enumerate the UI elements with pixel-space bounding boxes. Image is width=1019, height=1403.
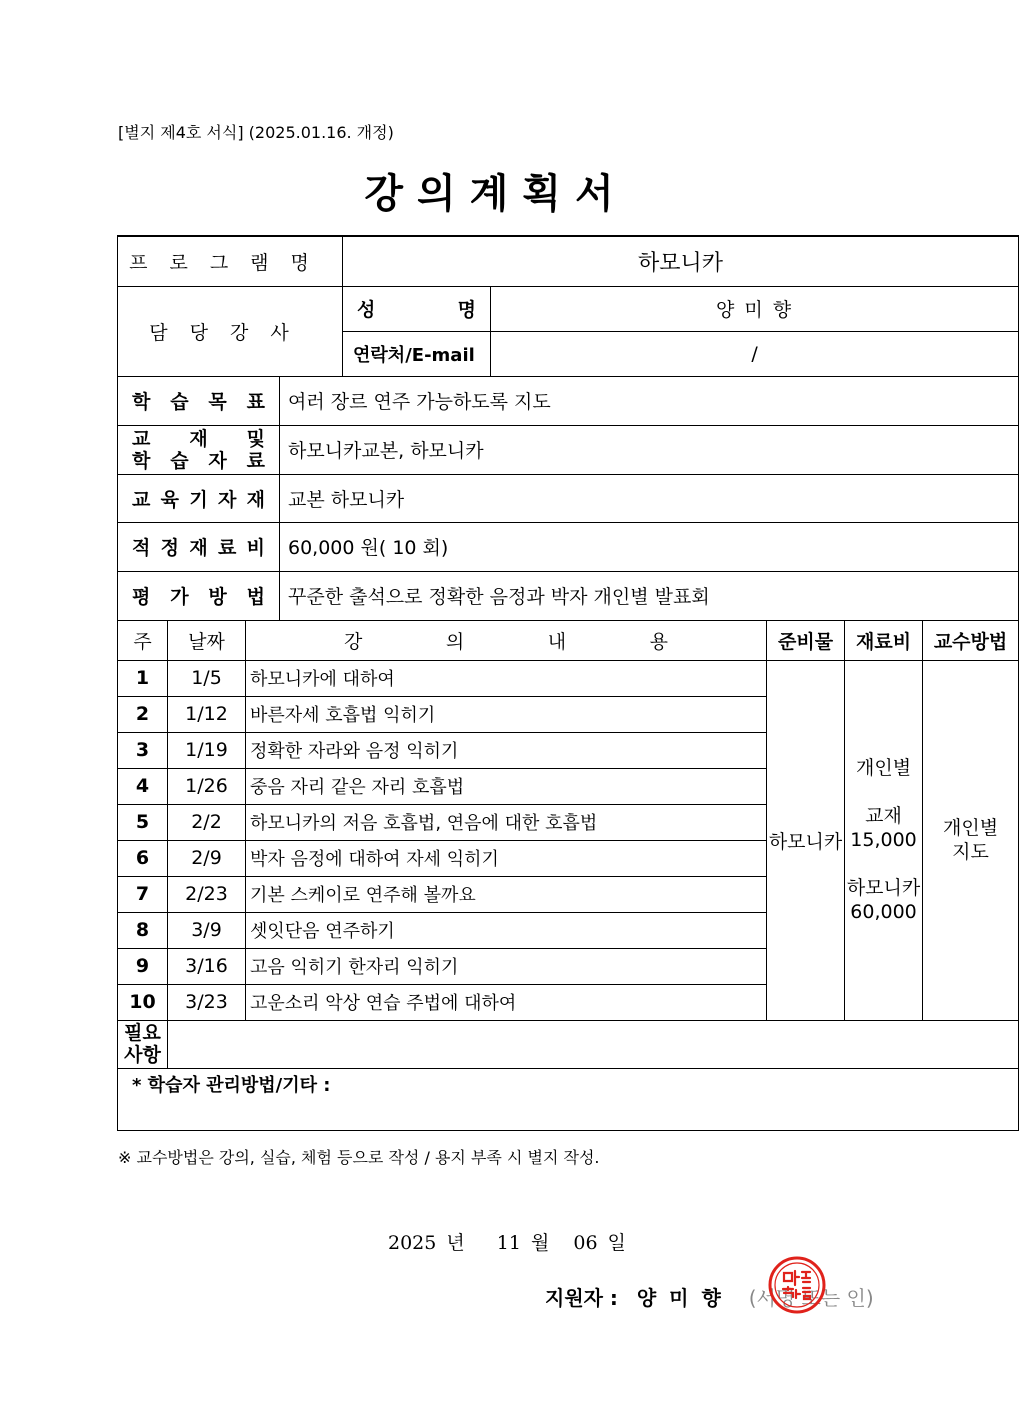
week-header: 주 xyxy=(118,620,168,660)
prep-merged: 하모니카 xyxy=(767,660,845,1020)
date-cell: 3/16 xyxy=(168,948,246,984)
fee-merged: 개인별 교재 15,000 하모니카 60,000 xyxy=(845,660,923,1020)
instructor-label: 담당강사 xyxy=(118,286,343,376)
required-label: 필요 사항 xyxy=(118,1020,168,1068)
fee-row xyxy=(118,522,1019,571)
goal-label: 학 습 목 표 xyxy=(118,376,280,425)
goal-value: 여러 장르 연주 가능하도록 지도 xyxy=(280,376,1019,425)
evaluation-row xyxy=(118,571,1019,620)
form-label: [별지 제4호 서식] (2025.01.16. 개정) xyxy=(118,123,394,142)
page-title: 강의계획서 xyxy=(364,171,628,217)
instructor-name: 양 미 향 xyxy=(491,286,1019,331)
method-header: 교수방법 xyxy=(923,620,1019,660)
week-cell: 9 xyxy=(118,948,168,984)
content-cell: 고음 익히기 한자리 익히기 xyxy=(246,948,767,984)
week-cell: 1 xyxy=(118,660,168,696)
program-row xyxy=(118,236,1019,286)
content-cell: 박자 음정에 대하여 자세 익히기 xyxy=(246,840,767,876)
content-cell: 중음 자리 같은 자리 호흡법 xyxy=(246,768,767,804)
content-cell: 하모니카의 저음 호흡법, 연음에 대한 호흡법 xyxy=(246,804,767,840)
content-cell: 바른자세 호흡법 익히기 xyxy=(246,696,767,732)
equipment-label: 교 육 기 자 재 xyxy=(118,474,280,522)
date-cell: 2/2 xyxy=(168,804,246,840)
required-row xyxy=(118,1020,1019,1068)
materials-label: 교 재 및 학 습 자 료 xyxy=(118,425,280,474)
content-cell: 셋잇단음 연주하기 xyxy=(246,912,767,948)
date-cell: 1/12 xyxy=(168,696,246,732)
content-cell: 기본 스케이로 연주해 볼까요 xyxy=(246,876,767,912)
date-cell: 2/23 xyxy=(168,876,246,912)
date-cell: 1/26 xyxy=(168,768,246,804)
date-cell: 1/19 xyxy=(168,732,246,768)
schedule-header-row xyxy=(118,620,1019,660)
signature-hint: (서명 또는 인) xyxy=(748,1286,874,1310)
week-cell: 10 xyxy=(118,984,168,1020)
footnote: ※ 교수방법은 강의, 실습, 체험 등으로 작성 / 용지 부족 시 별지 작성. xyxy=(118,1148,600,1167)
method-merged: 개인별 지도 xyxy=(923,660,1019,1020)
week-cell: 2 xyxy=(118,696,168,732)
instructor-row-1 xyxy=(118,286,1019,331)
management-label: * 학습자 관리방법/기타 : xyxy=(118,1068,1019,1130)
material-fee-header: 재료비 xyxy=(845,620,923,660)
evaluation-value: 꾸준한 출석으로 정확한 음정과 박자 개인별 발표회 xyxy=(280,571,1019,620)
contact-value: / xyxy=(491,331,1019,376)
applicant-label: 지원자 : xyxy=(545,1286,618,1310)
name-label: 성 명 xyxy=(343,286,491,331)
applicant-name: 양 미 향 xyxy=(636,1286,724,1310)
program-label: 프로그램명 xyxy=(118,236,343,286)
content-cell: 정확한 자라와 음정 익히기 xyxy=(246,732,767,768)
table-row xyxy=(118,660,1019,696)
fee-value: 60,000 원( 10 회) xyxy=(280,522,1019,571)
week-cell: 3 xyxy=(118,732,168,768)
week-cell: 6 xyxy=(118,840,168,876)
week-cell: 8 xyxy=(118,912,168,948)
management-row xyxy=(118,1068,1019,1130)
prep-header: 준비물 xyxy=(767,620,845,660)
seal-stamp-icon xyxy=(768,1256,826,1314)
contact-label: 연락처/E-mail xyxy=(343,331,491,376)
materials-row xyxy=(118,425,1019,474)
content-header: 강 의 내 용 xyxy=(246,620,767,660)
date-header: 날짜 xyxy=(168,620,246,660)
date-cell: 2/9 xyxy=(168,840,246,876)
equipment-value: 교본 하모니카 xyxy=(280,474,1019,522)
week-cell: 4 xyxy=(118,768,168,804)
content-cell: 하모니카에 대하여 xyxy=(246,660,767,696)
week-cell: 7 xyxy=(118,876,168,912)
goal-row xyxy=(118,376,1019,425)
materials-value: 하모니카교본, 하모니카 xyxy=(280,425,1019,474)
date-cell: 1/5 xyxy=(168,660,246,696)
signing-date: 2025 년 11 월 06 일 xyxy=(388,1232,626,1254)
program-value: 하모니카 xyxy=(343,236,1019,286)
date-cell: 3/9 xyxy=(168,912,246,948)
fee-label: 적 정 재 료 비 xyxy=(118,522,280,571)
content-cell: 고운소리 악상 연습 주법에 대하여 xyxy=(246,984,767,1020)
week-cell: 5 xyxy=(118,804,168,840)
lecture-plan-table xyxy=(117,235,1019,1131)
date-cell: 3/23 xyxy=(168,984,246,1020)
equipment-row xyxy=(118,474,1019,522)
evaluation-label: 평 가 방 법 xyxy=(118,571,280,620)
required-value xyxy=(168,1020,1019,1068)
